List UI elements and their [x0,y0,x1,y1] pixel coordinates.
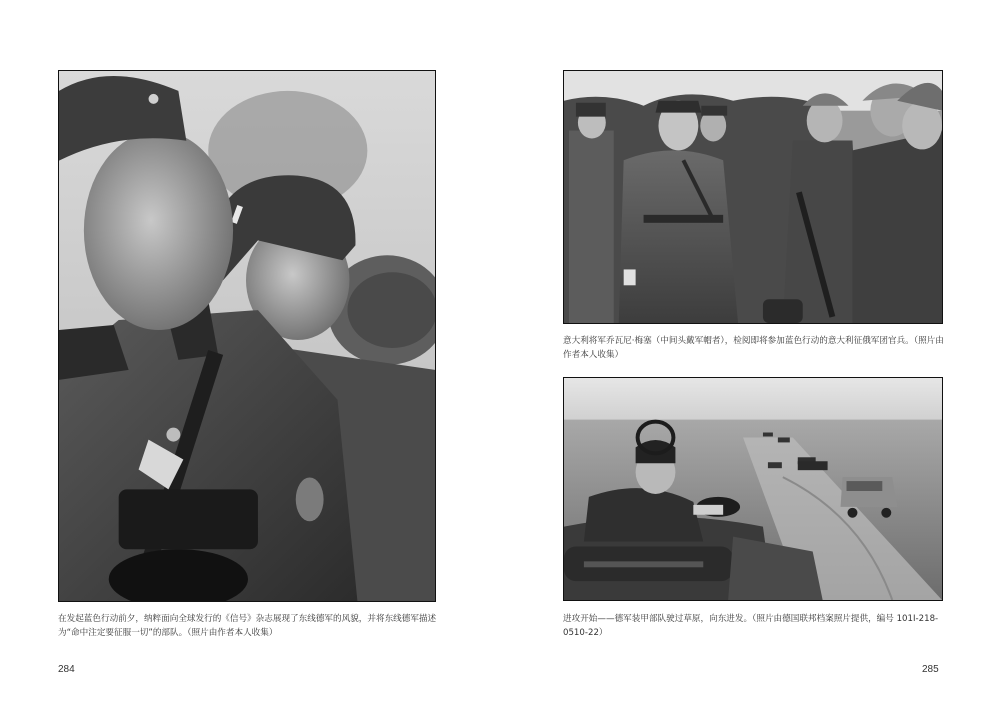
page-number-right: 285 [922,664,939,675]
photo-italian-general-inspection [563,70,943,324]
photo-italian-general-image [564,71,942,323]
photo-german-soldiers-image [59,71,435,601]
photo-panzer-steppe [563,377,943,601]
photo-panzer-steppe-image [564,378,942,600]
photo-german-soldiers [58,70,436,602]
right-bottom-caption: 进攻开始——德军装甲部队驶过草原，向东进发。（照片由德国联邦档案照片提供，编号 101I-218-0510-22） [563,614,939,638]
page-number-left: 284 [58,664,75,675]
right-top-caption: 意大利将军乔瓦尼·梅塞（中间头戴军帽者），检阅即将参加蓝色行动的意大利征俄军团官兵。（照片由作者本人收集） [563,336,944,360]
left-caption: 在发起蓝色行动前夕，纳粹面向全球发行的《信号》杂志展现了东线德军的风貌，并将东线德军描述为“命中注定要征服一切”的部队。（照片由作者本人收集） [58,614,437,638]
